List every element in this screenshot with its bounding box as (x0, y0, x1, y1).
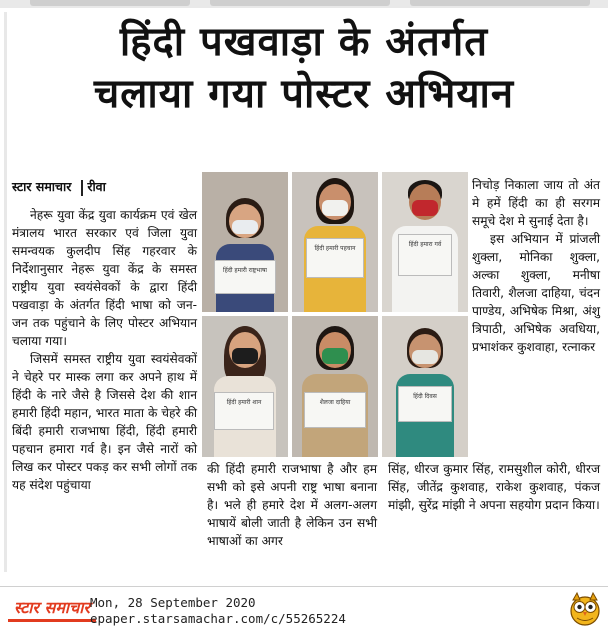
toolbar-tab[interactable] (410, 0, 590, 6)
footer-date: Mon, 28 September 2020 (90, 595, 256, 610)
photo-volunteer (292, 172, 378, 312)
toolbar-tab[interactable] (30, 0, 190, 6)
footer-divider (0, 586, 608, 587)
photo-sign: हिंदी दिवस (398, 386, 452, 422)
headline (10, 18, 598, 118)
byline-agency: स्टार समाचार (12, 179, 72, 194)
brand-logo: स्टार समाचार (8, 597, 96, 622)
photo-volunteer (292, 316, 378, 457)
footer-url[interactable]: epaper.starsamachar.com/c/55265224 (90, 611, 346, 626)
photo-volunteer (382, 316, 468, 457)
photo-volunteer (382, 172, 468, 312)
photo-sign: हिंदी हमारी पहचान (306, 238, 364, 278)
article-paragraph: निचोड़ निकाला जाय तो अंत मे हमें हिंदी का ही सरगम समूचे देश मे सुनाई देता है। (472, 178, 600, 228)
byline-separator (81, 180, 83, 196)
byline (12, 178, 106, 196)
toolbar-tab[interactable] (210, 0, 390, 6)
byline-city: रीवा (87, 179, 106, 194)
article-column-2-bottom: की हिंदी हमारी राजभाषा है और हम सभी को इसे अपनी राष्ट्र भाषा बनाना है। भले ही हमारे देश में अलग-अलग भाषायें बोली जाती है लेकिन उन सभी भाषाओं का अगर (207, 462, 377, 548)
top-toolbar (0, 0, 608, 8)
photo-sign: हिंदी हमारी राष्ट्रभाषा (214, 260, 276, 294)
photo-volunteer (202, 316, 288, 457)
photo-collage (202, 172, 468, 457)
article-paragraph: जिसमें समस्त राष्ट्रीय युवा स्वयंसेवकों ने चेहरे पर मास्क लगा कर अपने हाथ में हिंदी के नारे जैसे है जिससे देश की शान हमारी हिंदी महान, भारत माता के चेहरे की बिंदी हमारी राजभाषा हिंदी, हिंदी हमारी पहचान हमारा गर्व है। इन जैसे नारों को लिख कर पोस्टर पकड़ कर सभी लोगों तक यह संदेश पहुंचाया (12, 352, 197, 492)
photo-volunteer (202, 172, 288, 312)
headline-line-1: हिंदी पखवाड़ा के अंतर्गत (119, 19, 489, 65)
footer-meta (90, 595, 346, 627)
article-paragraph: नेहरू युवा केंद्र युवा कार्यक्रम एवं खेल मंत्रालय भारत सरकार एवं जिला युवा समन्वयक कुलदीप सिंह गहरवार के निर्देशानुसार नेहरू युवा केंद्र के समस्त राष्ट्रीय युवा स्वयंसेवकों के द्वारा हिंदी पखवाड़ा के अंतर्गत हिंदी भाषा को जन-जन तक पहुंचाने के लिए पोस्टर अभियान चलाया गया। (12, 208, 197, 348)
left-margin-bar (4, 12, 7, 572)
article-column-3-bottom: सिंह, धीरज कुमार सिंह, रामसुशील कोरी, धीरज सिंह, जीतेंद्र कुशवाह, राकेश कुशवाह, पंकज मांझी, सुरेंद्र मांझी ने अपना सहयोग प्रदान किया। (388, 462, 600, 512)
headline-line-2: चलाया गया पोस्टर अभियान (93, 71, 515, 117)
owl-icon[interactable] (568, 590, 602, 626)
photo-sign: शैलजा दाहिया (304, 392, 366, 428)
article-paragraph: इस अभियान में प्रांजली शुक्ला, मोनिका शुक्ला, अल्का शुक्ला, मनीषा तिवारी, शैलजा दाहिया, चंदन पाण्डेय, अभिषेक मिश्रा, अंशु त्रिपाठी, अभिषेक अवधिया, प्रभाशंकर कुशवाहा, रत्नाकर (472, 232, 600, 354)
article-column-3 (472, 176, 600, 356)
article-column-1 (12, 206, 197, 494)
photo-sign: हिंदी हमारी शान (214, 392, 274, 430)
photo-sign: हिंदी हमारा गर्व (398, 234, 452, 276)
